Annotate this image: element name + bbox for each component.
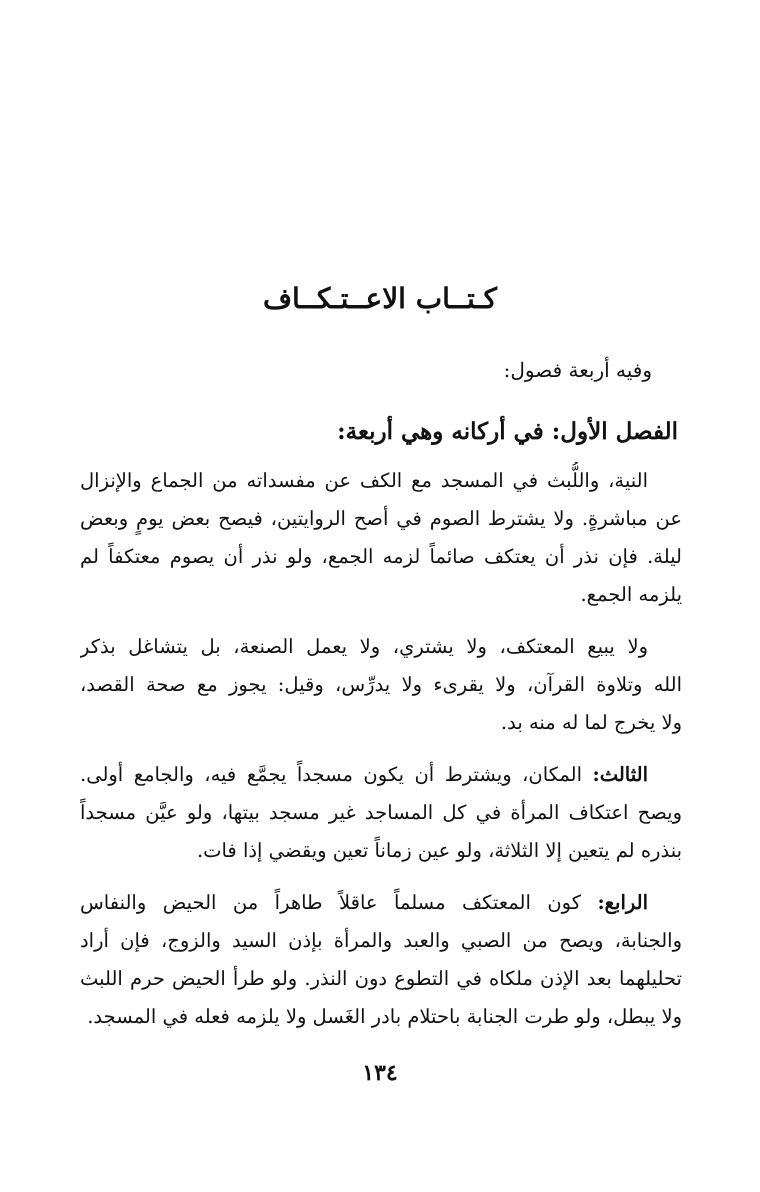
paragraph-second-pillar xyxy=(80,628,682,742)
paragraph-line: ولا يبطل، ولو طرت الجنابة باحتلام بادر الغَسل ولا يلزمه فعله في المسجد. xyxy=(87,1005,682,1028)
chapter-heading: الفصل الأول: في أركانه وهي أربعة: xyxy=(337,418,678,445)
paragraph-line: يلزمه الجمع. xyxy=(580,583,682,606)
paragraph-line-with-lead xyxy=(80,884,682,922)
paragraph-line: تحليلهما بعد الإذن ملكاه في التطوع دون النذر. ولو طرأ الحيض حرم اللبث xyxy=(80,967,682,990)
paragraph-line: الله وتلاوة القرآن، ولا يقرىء ولا يدرِّس، وقيل: يجوز مع صحة القصد، xyxy=(80,673,682,696)
paragraph-line: النية، واللُّبث في المسجد مع الكف عن مفسداته من الجماع والإنزال xyxy=(80,469,648,492)
page-number: ١٣٤ xyxy=(362,1060,398,1086)
paragraph-line-with-lead xyxy=(80,756,682,794)
paragraph-third-pillar xyxy=(80,756,682,870)
paragraph-line: بنذره لم يتعين إلا الثلاثة، ولو عين زماناً تعين ويقضي إذا فات. xyxy=(196,839,682,862)
paragraph-line: ويصح اعتكاف المرأة في كل المساجد غير مسجد بيتها، ولو عيَّن مسجداً xyxy=(80,801,682,824)
paragraph-line-text: المكان، ويشترط أن يكون مسجداً يجمَّع فيه، والجامع أولى. xyxy=(80,763,593,786)
paragraph-line: والجنابة، ويصح من الصبي والعبد والمرأة بإذن السيد والزوج، فإن أراد xyxy=(80,929,682,952)
paragraph-lead: الرابع: xyxy=(597,891,648,914)
paragraph-line: عن مباشرةٍ. ولا يشترط الصوم في أصح الروايتين، فيصح بعض يومٍ وبعض xyxy=(80,507,682,530)
paragraph-line: ولا يخرج لما له منه بد. xyxy=(500,711,682,734)
paragraph-line: ولا يبيع المعتكف، ولا يشتري، ولا يعمل الصنعة، بل يتشاغل بذكر xyxy=(80,635,648,658)
book-title: كـتــاب الاعــتـكــاف xyxy=(263,282,497,315)
intro-line: وفيه أربعة فصول: xyxy=(503,358,652,382)
paragraph-first-pillar xyxy=(80,462,682,614)
paragraph-line: ليلة. فإن نذر أن يعتكف صائماً لزمه الجمع، ولو نذر أن يصوم معتكفاً لم xyxy=(80,545,682,568)
paragraph-line-text: كون المعتكف مسلماً عاقلاً طاهراً من الحيض والنفاس xyxy=(80,891,598,914)
paragraph-fourth-pillar xyxy=(80,884,682,1036)
paragraph-lead: الثالث: xyxy=(592,763,648,786)
